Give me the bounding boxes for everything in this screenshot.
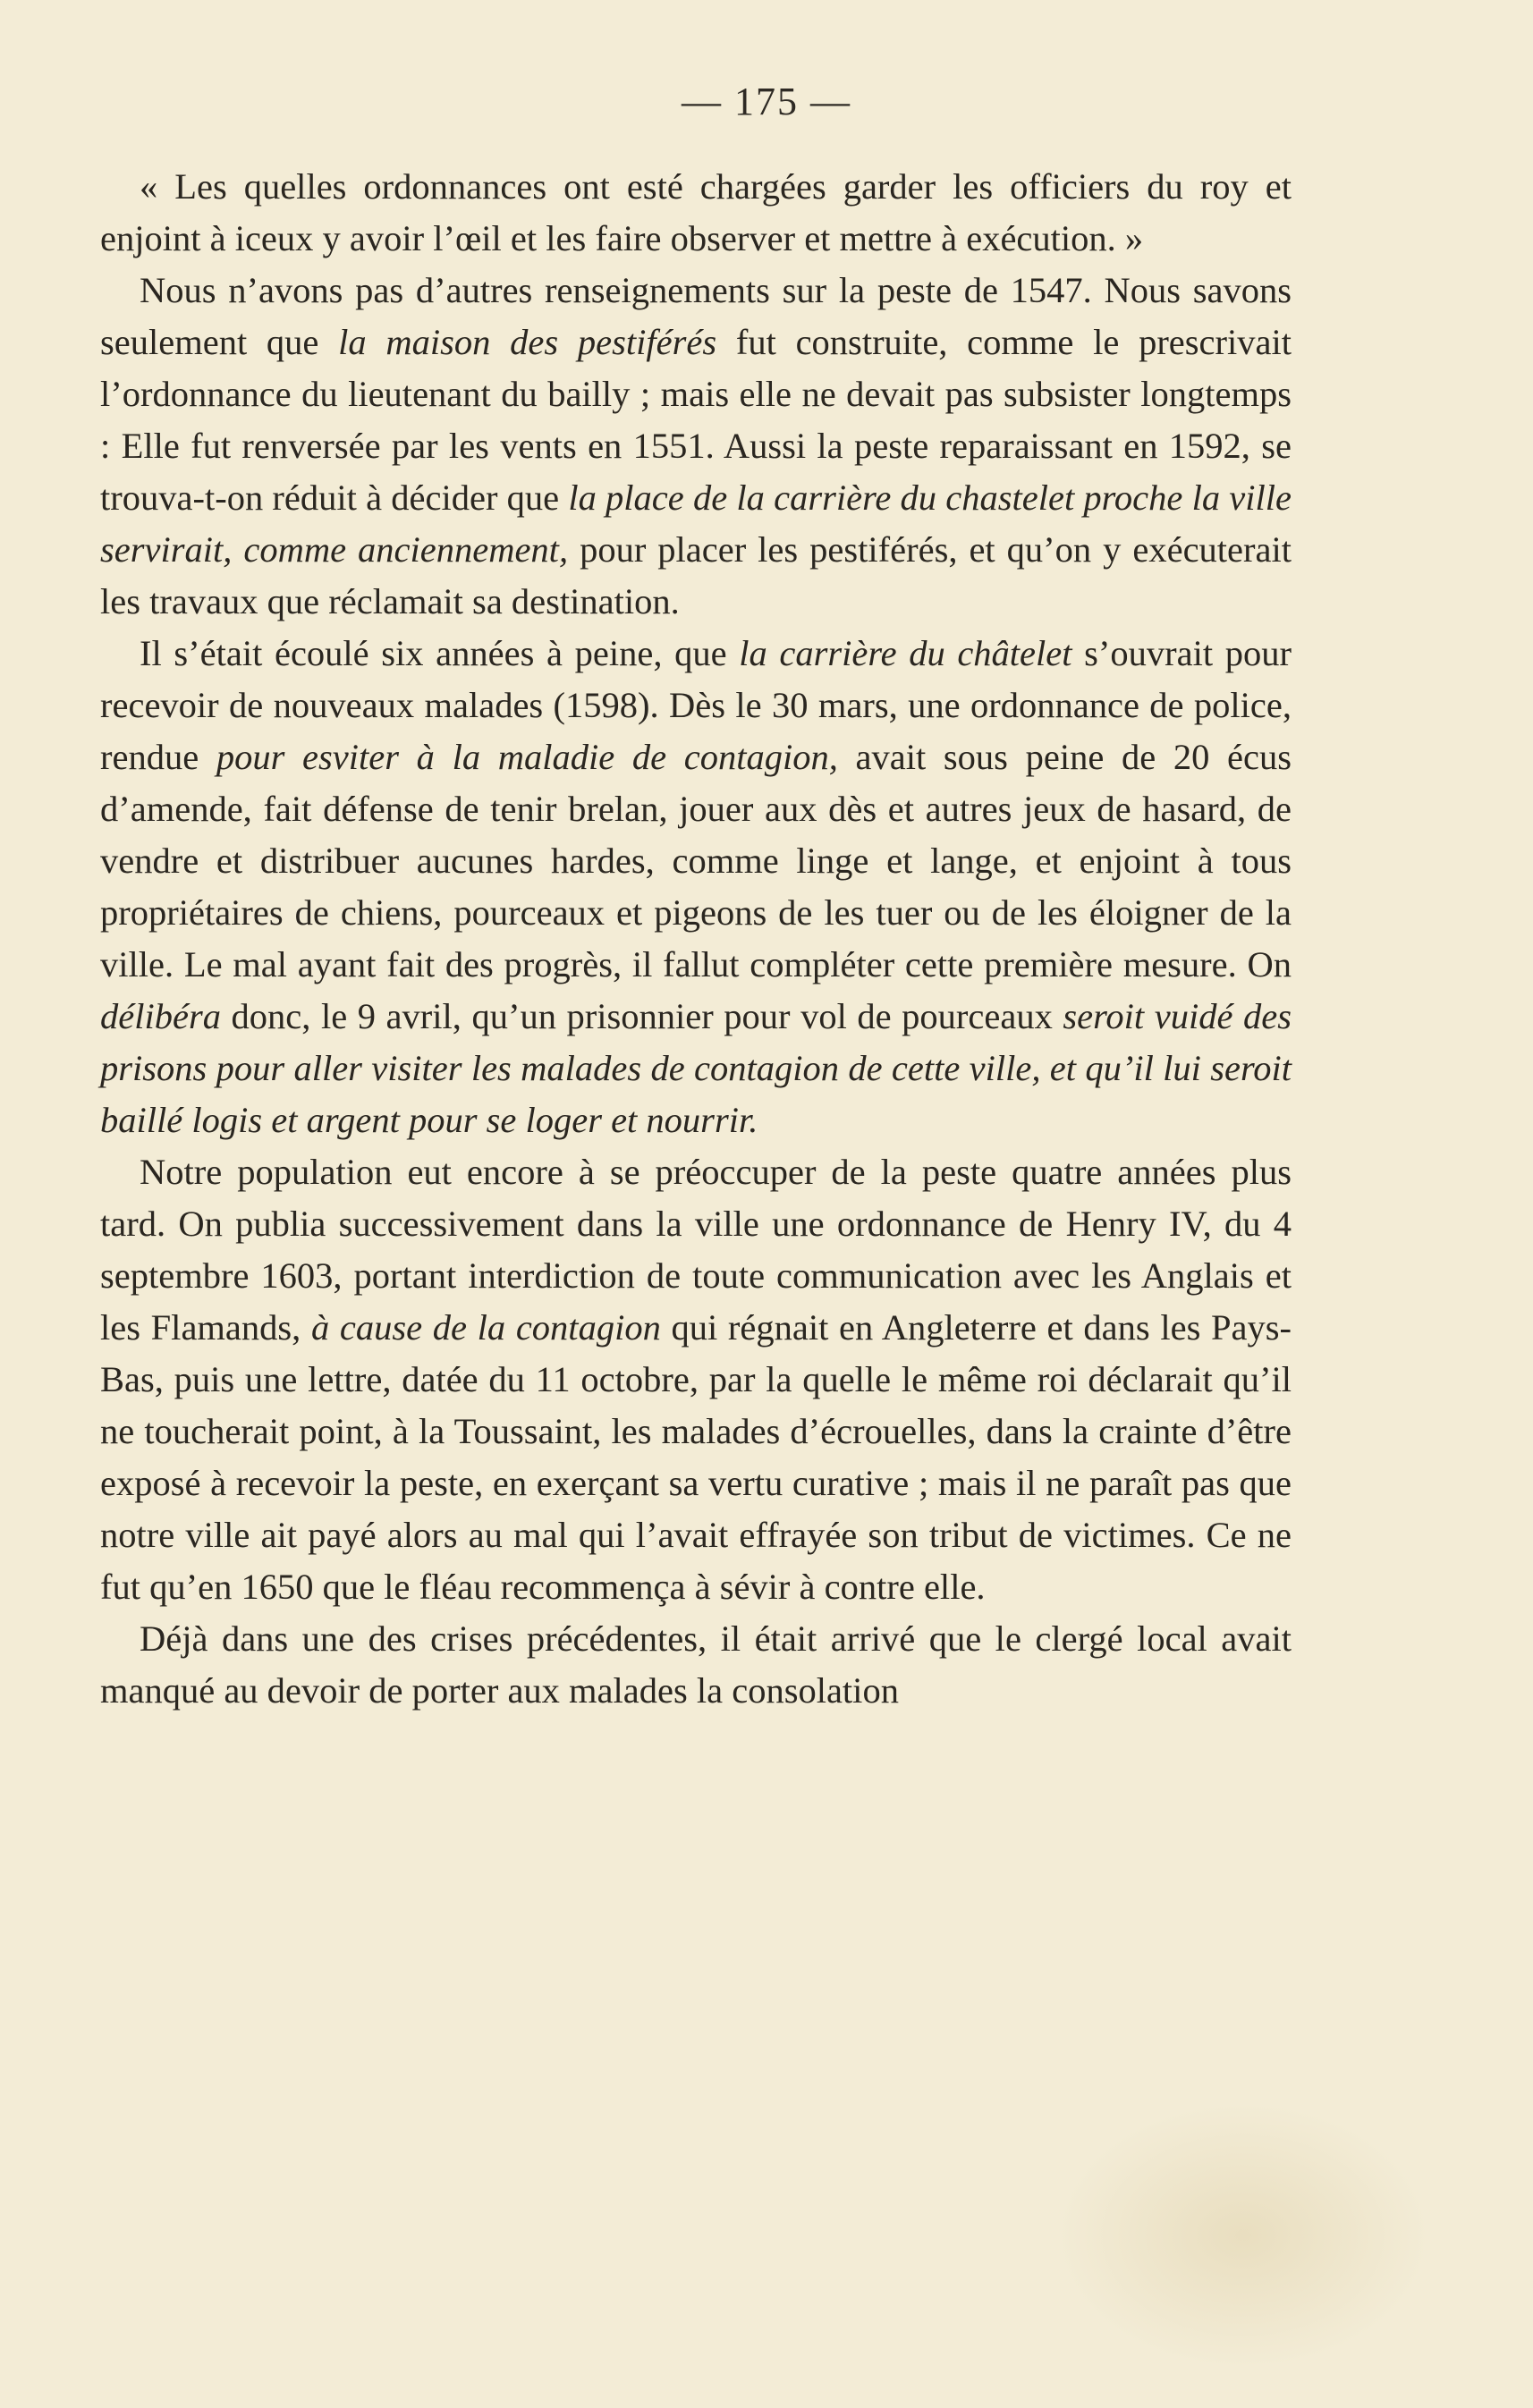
page-number: — 175 — (682, 80, 851, 123)
italic-text: délibéra (100, 996, 221, 1036)
text-run: Il s’était écoulé six années à peine, que (140, 633, 740, 673)
text-run: avait sous peine de 20 écus d’amende, fait défense de tenir brelan, jouer aux dès et autres jeux de hasard, de vendre et distribuer aucunes hardes, comme linge et lange, et enjoint à tous propriétaires de chiens, pourceaux et pigeons de les tuer ou de les éloigner de la ville. Le mal ayant fait des progrès, il fallut compléter cette première mesure. On (100, 737, 1292, 984)
text-run: donc, le 9 avril, qu’un prisonnier pour vol de pourceaux (220, 996, 1063, 1036)
paragraph (100, 161, 1292, 265)
text-run: Notre population eut encore à se préoccuper de la peste quatre années plus tard. On publia successivement dans la ville une ordonnance de Henry IV, du 4 septembre 1603, portant interdiction de toute communication avec les Anglais et les Flamands, (100, 1152, 1292, 1348)
paragraph (100, 1146, 1292, 1613)
italic-text: à cause de la contagion (310, 1307, 661, 1348)
italic-text: la maison des pestiférés (338, 322, 717, 362)
body-text (100, 161, 1292, 1717)
paper-stain (1055, 2101, 1431, 2370)
text-run: fut construite, comme le prescrivait l’ordonnance du lieutenant du bailly ; mais elle ne devait pas subsister longtemps : Elle fut renversée par les vents en 1551. Aussi la peste reparaissant en 1592, se trouva-t-on réduit à décider que (100, 322, 1292, 518)
text-run: Déjà dans une des crises précédentes, il était arrivé que le clergé local avait manqué au devoir de porter aux malades la consolation (100, 1618, 1292, 1711)
text-run: Nous n’avons pas d’autres renseignements sur la peste de 1547. Nous savons seulement que (100, 270, 1292, 362)
paragraph (100, 628, 1292, 1146)
text-run: « Les quelles ordonnances ont esté chargées garder les officiers du roy et enjoint à iceux y avoir l’œil et les faire observer et mettre à exécution. » (100, 166, 1292, 258)
text-run: qui régnait en Angleterre et dans les Pays-Bas, puis une lettre, datée du 11 octobre, par la quelle le même roi déclarait qu’il ne toucherait point, à la Toussaint, les malades d’écrouelles, dans la crainte d’être exposé à recevoir la peste, en exerçant sa vertu curative ; mais il ne paraît pas que notre ville ait payé alors au mal qui l’avait effrayée son tribut de victimes. Ce ne fut qu’en 1650 que le fléau recommença à sévir à contre elle. (100, 1307, 1292, 1607)
paragraph (100, 1613, 1292, 1717)
paragraph (100, 265, 1292, 628)
italic-text: la carrière du châtelet (739, 633, 1072, 673)
text-run: pour placer les pestiférés, et qu’on y exécuterait les travaux que réclamait sa destination. (100, 529, 1292, 621)
italic-text: seroit vuidé des prisons pour aller visiter les malades de contagion de cette ville, et qu’il lui seroit baillé logis et argent pour se loger et nourrir. (100, 996, 1292, 1140)
text-run: s’ouvrait pour recevoir de nouveaux malades (1598). Dès le 30 mars, une ordonnance de police, rendue (100, 633, 1292, 777)
italic-text: la place de la carrière du chastelet proche la ville servirait, comme anciennement, (100, 477, 1292, 570)
italic-text: pour esviter à la maladie de contagion, (216, 737, 838, 777)
